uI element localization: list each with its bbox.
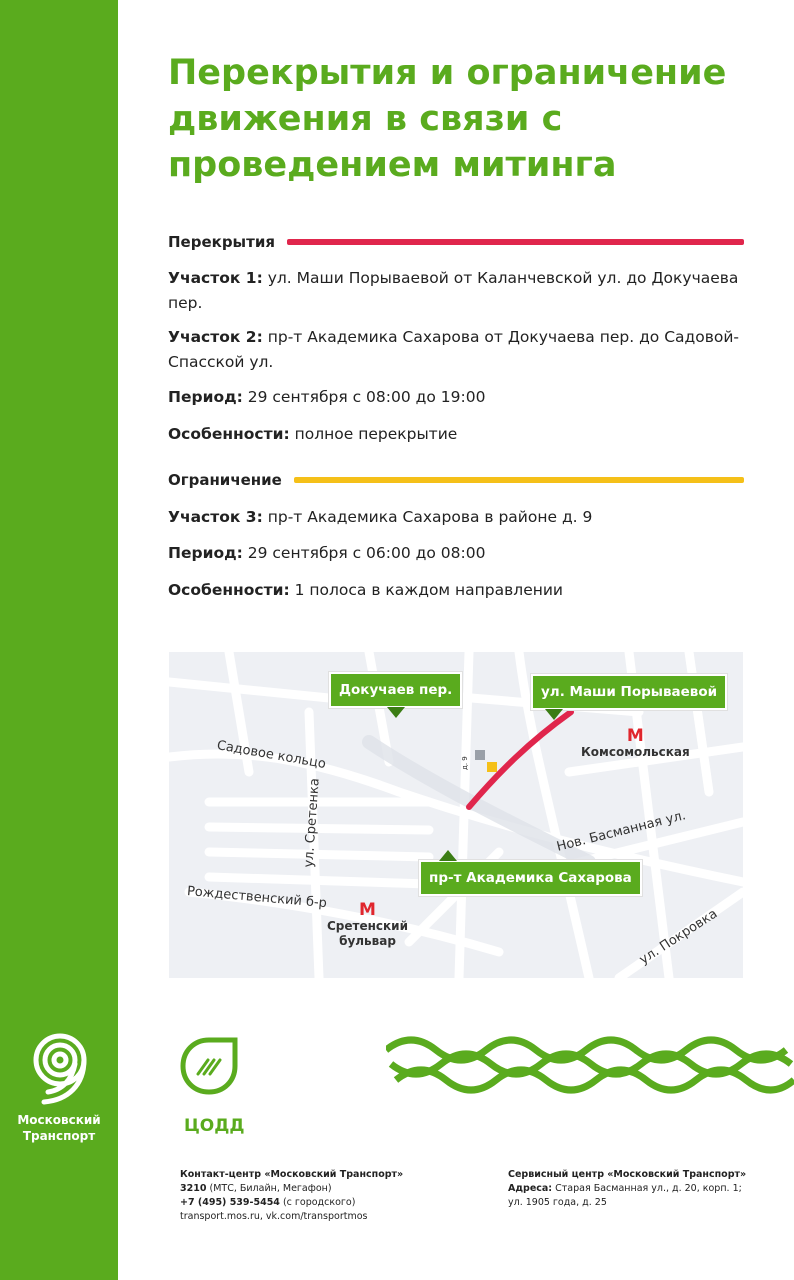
contact-phone-short <box>180 1182 480 1196</box>
closure-period <box>168 385 748 410</box>
closures-heading <box>168 233 744 251</box>
closure-map <box>169 652 743 978</box>
address-line-2: ул. 1905 года, д. 25 <box>508 1197 607 1208</box>
closure-item-2 <box>168 325 748 375</box>
restriction-item-3-label: Участок 3: <box>168 508 263 526</box>
callout-sakharova <box>419 860 642 896</box>
closure-period-text: 29 сентября с 08:00 до 19:00 <box>247 388 486 406</box>
closure-features <box>168 422 748 447</box>
contact-phone-full <box>180 1196 480 1210</box>
metro-sretensky-bulvar <box>327 902 408 949</box>
metro-sretensky-label-2: бульвар <box>339 934 396 948</box>
codd-label: ЦОДД <box>184 1116 245 1136</box>
address-line-1: Старая Басманная ул., д. 20, корп. 1; <box>555 1183 742 1194</box>
closures-heading-label: Перекрытия <box>168 233 275 251</box>
closure-item-2-label: Участок 2: <box>168 328 263 346</box>
street-rozhdestvensky: Рождественский б-р <box>186 884 328 912</box>
closure-item-2-text: пр-т Академика Сахарова от Докучаева пер. до Садовой-Спасской ул. <box>168 328 740 371</box>
restriction-features-text: 1 полоса в каждом направлении <box>294 581 564 599</box>
brand-name-line1: Московский <box>17 1113 101 1127</box>
moscow-transport-logo-icon <box>22 1030 98 1106</box>
callout-poryvaeva <box>531 674 727 710</box>
metro-komsomolskaya <box>581 728 690 760</box>
brand-name <box>6 1112 112 1144</box>
contact-web-links[interactable]: transport.mos.ru, vk.com/transportmos <box>180 1211 368 1222</box>
building-d9 <box>475 750 485 760</box>
closure-item-1 <box>168 266 748 316</box>
phone-full-number[interactable]: +7 (495) 539-5454 <box>180 1197 280 1208</box>
restriction-period-text: 29 сентября с 06:00 до 08:00 <box>247 544 486 562</box>
service-center-address-1 <box>508 1182 788 1196</box>
service-center-heading: Сервисный центр «Московский Транспорт» <box>508 1169 747 1180</box>
phone-short-number[interactable]: 3210 <box>180 1183 207 1194</box>
contact-center-heading: Контакт-центр «Московский Транспорт» <box>180 1169 404 1180</box>
street-pokrovka: ул. Покровка <box>636 906 721 968</box>
restrictions-divider-line <box>294 477 744 483</box>
closure-item-1-label: Участок 1: <box>168 269 263 287</box>
callout-dokuchaev-label: Докучаев пер. <box>339 682 453 698</box>
decorative-wave-pattern <box>386 1030 794 1100</box>
callout-sakharova-label: пр-т Академика Сахарова <box>429 870 632 886</box>
metro-komsomolskaya-label: Комсомольская <box>581 745 690 759</box>
phone-short-note: (МТС, Билайн, Мегафон) <box>209 1183 332 1194</box>
restriction-period-label: Период: <box>168 544 243 562</box>
restriction-features-label: Особенности: <box>168 581 290 599</box>
brand-name-line2: Транспорт <box>22 1129 96 1143</box>
callout-pointer <box>439 850 457 861</box>
restriction-item-3 <box>168 505 748 530</box>
page-title: Перекрытия и ограничение движения в связи с проведением митинга <box>168 53 727 185</box>
closure-features-text: полное перекрытие <box>294 425 458 443</box>
callout-pointer <box>545 709 563 720</box>
street-nov-basmannaya: Нов. Басманная ул. <box>555 808 688 855</box>
restriction-item-3-text: пр-т Академика Сахарова в районе д. 9 <box>267 508 593 526</box>
restrictions-heading-label: Ограничение <box>168 471 282 489</box>
street-sretenka: ул. Сретенка <box>301 777 323 869</box>
closure-period-label: Период: <box>168 388 243 406</box>
restriction-segment <box>487 762 497 772</box>
closure-item-1-text: ул. Маши Порываевой от Каланчевской ул. до Докучаева пер. <box>168 269 739 312</box>
contact-center-block <box>180 1168 480 1224</box>
restriction-features <box>168 578 748 603</box>
callout-dokuchaev <box>329 672 462 708</box>
brand-sidebar <box>0 0 118 1280</box>
address-label: Адреса: <box>508 1183 553 1194</box>
codd-logo-icon <box>178 1036 240 1098</box>
restriction-period <box>168 541 748 566</box>
restrictions-heading <box>168 471 744 489</box>
phone-full-note: (с городского) <box>282 1197 356 1208</box>
closure-features-label: Особенности: <box>168 425 290 443</box>
closures-divider-line <box>287 239 744 245</box>
callout-pointer <box>387 707 405 718</box>
metro-icon: М <box>626 726 644 746</box>
street-sadovoe-koltso: Садовое кольцо <box>215 738 327 773</box>
metro-sretensky-label-1: Сретенский <box>327 919 408 933</box>
metro-icon: М <box>359 900 376 920</box>
callout-poryvaeva-label: ул. Маши Порываевой <box>541 684 718 700</box>
service-center-block <box>508 1168 788 1210</box>
house-number-label: д. 9 <box>461 756 469 770</box>
